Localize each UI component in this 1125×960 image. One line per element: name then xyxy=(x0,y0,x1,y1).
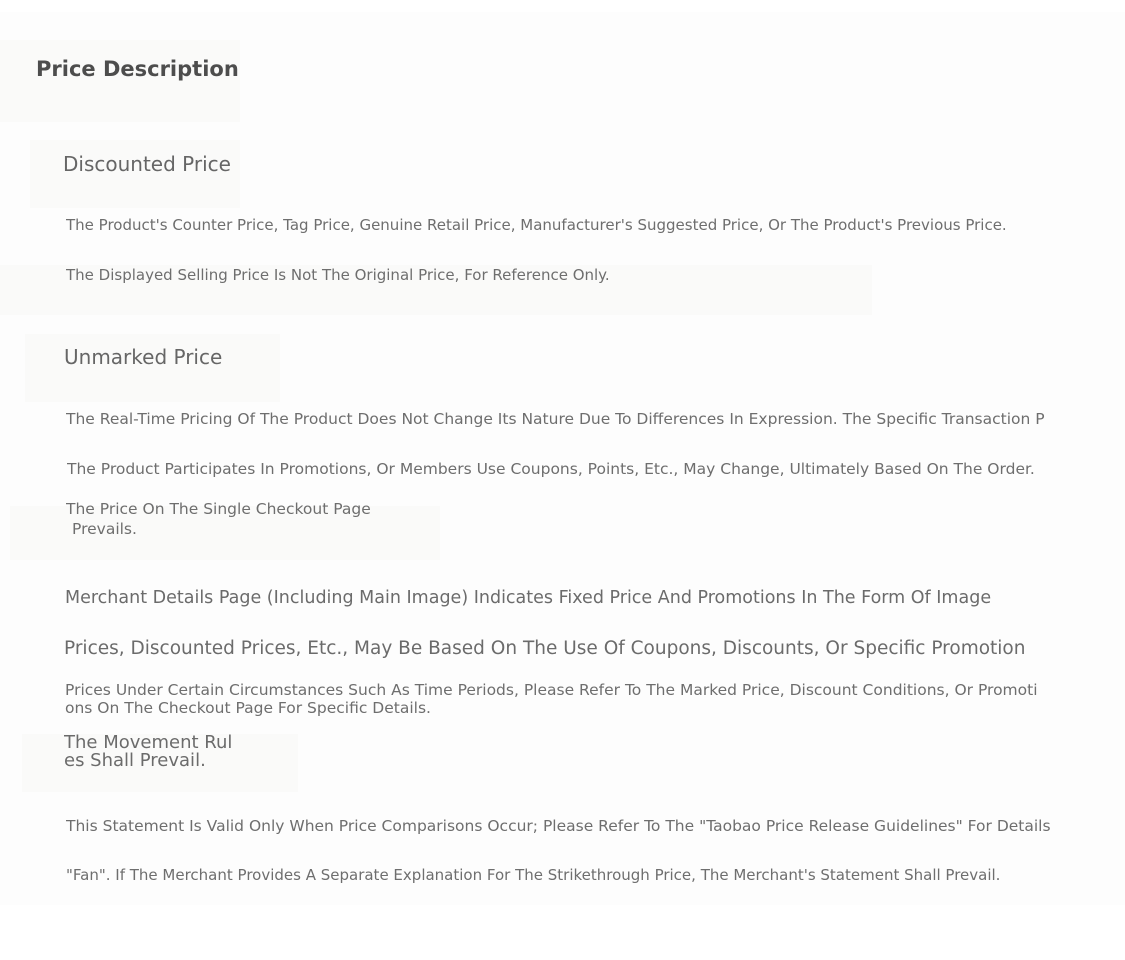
paragraph-certain-circumstances-line1: Prices Under Certain Circumstances Such As Time Periods, Please Refer To The Marked Price, Discount Conditions, Or Promoti xyxy=(65,681,1038,699)
page-title: Price Description xyxy=(36,57,239,81)
paragraph-reference-only: The Displayed Selling Price Is Not The Original Price, For Reference Only. xyxy=(66,266,610,284)
paragraph-merchant-details: Merchant Details Page (Including Main Image) Indicates Fixed Price And Promotions In The Form Of Image xyxy=(65,588,992,608)
paragraph-discounted-prices: Prices, Discounted Prices, Etc., May Be Based On The Use Of Coupons, Discounts, Or Specific Promotion xyxy=(64,638,1026,659)
paragraph-counter-price: The Product's Counter Price, Tag Price, Genuine Retail Price, Manufacturer's Suggested Price, Or The Product's Previous Price. xyxy=(66,216,1007,234)
paragraph-movement-rules-line1: The Movement Rul xyxy=(64,732,233,753)
section-heading-discounted-price: Discounted Price xyxy=(63,152,231,176)
paragraph-statement-validity: This Statement Is Valid Only When Price Comparisons Occur; Please Refer To The "Taobao Price Release Guidelines" For Details xyxy=(66,817,1051,835)
title-highlight-block xyxy=(0,40,240,122)
paragraph-checkout-price-line1: The Price On The Single Checkout Page xyxy=(66,500,371,518)
paragraph-movement-rules-line2: es Shall Prevail. xyxy=(64,750,206,771)
paragraph-realtime-pricing: The Real-Time Pricing Of The Product Does Not Change Its Nature Due To Differences In Expression. The Specific Transaction P xyxy=(66,410,1045,428)
section-heading-unmarked-price: Unmarked Price xyxy=(64,345,223,369)
price-description-panel xyxy=(0,12,1125,905)
paragraph-promotions-coupons: The Product Participates In Promotions, Or Members Use Coupons, Points, Etc., May Change, Ultimately Based On The Order. xyxy=(67,460,1035,478)
paragraph-fan-strikethrough: "Fan". If The Merchant Provides A Separate Explanation For The Strikethrough Price, The Merchant's Statement Shall Prevail. xyxy=(66,866,1001,884)
paragraph-checkout-price-line2: Prevails. xyxy=(72,520,137,538)
paragraph-certain-circumstances-line2: ons On The Checkout Page For Specific Details. xyxy=(65,699,431,717)
